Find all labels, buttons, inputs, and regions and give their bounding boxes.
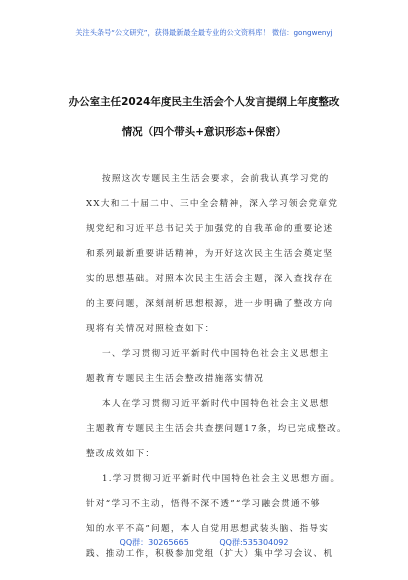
paragraph-line: 本人在学习贯彻习近平新时代中国特色社会主义思想: [102, 399, 330, 409]
footer-contacts: [0, 537, 408, 548]
paragraph-line: 规党纪和习近平总书记关于加强党的自我革命的重要论述: [86, 224, 334, 234]
paragraph-line: XX大和二十届二中、三中全会精神，深入学习领会党章党: [86, 199, 339, 209]
paragraph-line: 主题教育专题民主生活会共查摆问题17条，均已完成整改。: [86, 424, 347, 434]
paragraph-line: 现将有关情况对照检查如下：: [86, 324, 215, 334]
paragraph-line: 整改成效如下：: [86, 449, 156, 459]
paragraph-line: 践、推动工作，积极参加党组（扩大）集中学习会议、机: [86, 549, 334, 559]
paragraph-line: 的主要问题，深刻剖析思想根源，进一步明确了整改方向: [86, 299, 334, 309]
header-notice: 关注头条号“公文研究”，获得最新最全最专业的公文资料库！ 微信：gongwenyj: [75, 28, 333, 37]
document-title-line-1: 办公室主任2024年度民主生活会个人发言提纲上年度整改: [68, 96, 340, 108]
paragraph-line: 1.学习贯彻习近平新时代中国特色社会主义思想方面。: [102, 474, 341, 484]
document-title-line-2: 情况（四个带头+意识形态+保密）: [121, 126, 287, 138]
section-heading-line: 一、学习贯彻习近平新时代中国特色社会主义思想主: [102, 349, 330, 359]
footer-qq-group-2: QQ群:535304092: [219, 538, 289, 547]
paragraph-line: 按照这次专题民主生活会要求，会前我认真学习党的: [102, 174, 330, 184]
paragraph-line: 实的思想基础。对照本次民主生活会主题，深入查找存在: [86, 274, 334, 284]
paragraph-line: 知的水平不高”问题，本人自觉用思想武装头脑、指导实: [86, 524, 330, 534]
footer-qq-group-1: QQ群：30265665: [119, 538, 189, 547]
paragraph-line: 针对“学习不主动，悟得不深不透”“学习融会贯通不够: [86, 499, 321, 509]
section-heading-line: 题教育专题民主生活会整改措施落实情况: [86, 374, 265, 384]
paragraph-line: 和系列最新重要讲话精神，为开好这次民主生活会奠定坚: [86, 249, 334, 259]
